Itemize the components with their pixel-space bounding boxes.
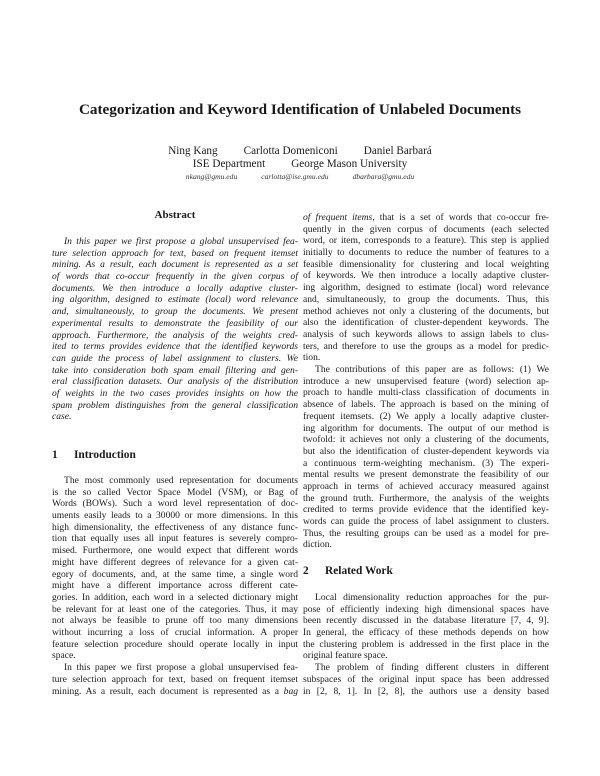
text-line: absence of labels. The approach is based on the mining of [303,399,549,411]
author-email: nkang@gmu.edu [185,172,238,181]
text-line: might have a different importance across different cate- [52,580,298,592]
text-line: mised. Furthermore, one would expect that different words [52,545,298,557]
text-line: The contributions of this paper are as follows: (1) We [315,364,549,376]
author-email: carlotta@ise.gmu.edu [261,172,329,181]
text-line: approach. Furthermore, the analysis of the weights cred- [52,329,298,341]
text-line: Local dimensionality reduction approaches for the pur- [315,592,549,603]
text-line: of keywords. We then introduce a locally adaptive cluster- [303,270,549,282]
text-line: analysis of such keywords allows to assign labels to clus- [303,328,549,340]
text-line: feature selection procedure should operate locally in input [52,638,298,650]
department: ISE Department [192,158,266,170]
text-line [303,212,549,224]
text-line: mining. As a result, each document is represented as a set [52,259,298,271]
text-line: space. [52,650,76,662]
body-paragraph [303,212,549,364]
text-line: take into consideration both spam email filtering and gen- [52,364,298,376]
text-line: but also the identification of cluster-dependent keywords via [303,445,549,457]
text-line: ture selection approach for text, based on frequent itemset [52,673,298,685]
text-line: experimental results to demonstrate the feasibility of our [52,317,298,329]
text-line: also the identification of cluster-dependent keywords. The [303,317,549,329]
text-line: tion that equally uses all input features is severely compro- [52,533,298,545]
text-line: ing algorithm, designed to estimate (local) word relevance [52,294,298,306]
text-line: word, or item, corresponds to a feature). This step is applied [303,235,549,247]
text-line: spam problem distinguishes from the general classification [52,399,298,411]
italic-text: of frequent items, [303,212,375,223]
text-line: documents. We then introduce a locally adaptive cluster- [52,282,298,294]
text-line: can guide the process of label assignment to clusters. We [52,352,298,364]
text-line: The problem of finding different clusters in different [315,662,549,674]
text-line: ture selection approach for text, based on frequent itemset [52,247,298,259]
section-heading-introduction [52,449,136,461]
text-line: diction. [303,539,332,551]
text-line: method achieves not only a clustering of the documents, but [303,305,549,317]
text-line: The most commonly used representation for documents [64,475,298,486]
text-line: eral classification datasets. Our analysis of the distribution [52,376,298,388]
text-line: high dimensionality, the effectiveness of any distance func- [52,521,298,533]
text-line: ited to terms provides evidence that the identified keywords [52,341,298,353]
body-paragraph [303,662,549,697]
text-line: without incurring a loss of crucial information. A proper [52,626,298,638]
italic-text: bag [283,685,298,697]
text-line: initially to documents to reduce the number of features to a [303,247,549,259]
text-line: uments easily leads to a 30000 or more dimensions. In this [52,510,298,522]
text-line: subspaces of the original input space has been addressed [303,673,549,685]
text-line: frequent itemsets. (2) We apply a locally adaptive cluster- [303,410,549,422]
text-line: original feature space. [303,650,388,662]
text-segment: that is a set of words that co-occur fre- [374,212,549,223]
text-line: approach in terms of achieved accuracy measured against [303,480,549,492]
text-line: pose of efficiently indexing high dimensional spaces have [303,603,549,615]
section-title: Introduction [74,449,136,461]
email-list [0,172,600,181]
body-paragraph [52,662,298,697]
text-line: of weights in the two cases provides insights on how the [52,387,298,399]
body-paragraph [52,475,298,662]
text-line: Words (BOWs). Such a word level representation of doc- [52,498,298,510]
text-line: the clustering problem is addressed in the first place in the [303,638,549,650]
text-line: gories. In addition, each word in a selected dictionary might [52,591,298,603]
text-line: In general, the efficacy of these methods depends on how [303,627,549,639]
text-line: introduce a new unsupervised feature (word) selection ap- [303,375,549,387]
text-line: ing algorithm for documents. The output of our method is [303,422,549,434]
text-line: mental results we present demonstrate the feasibility of our [303,469,549,481]
text-line: quently in the given corpus of documents (each selected [303,223,549,235]
section-number: 2 [303,565,309,577]
text-line: in [2, 8, 1]. In [2, 8], the authors use a density based [303,685,549,697]
text-line: and, simultaneously, to group the documents. We present [52,306,298,318]
text-line: be relevant for at least one of the categories. Thus, it may [52,603,298,615]
university: George Mason University [291,158,408,170]
text-line: proach to handle multi-class classification of documents in [303,387,549,399]
author-name: Carlotta Domeniconi [243,145,338,157]
section-title: Related Work [325,565,393,577]
author-name: Ning Kang [168,145,218,157]
affiliation [0,158,600,170]
section-heading-related-work [303,565,393,577]
text-line: of words that co-occur frequently in the given corpus of [52,271,298,283]
abstract-heading: Abstract [154,209,196,221]
author-list [0,145,600,157]
paper-title: Categorization and Keyword Identification of Unlabeled Documents [78,101,522,118]
text-line: a continuous term-weighting mechanism. (3) The experi- [303,457,549,469]
text-line: feasible dimensionality for clustering and local weighting [303,258,549,270]
text-line: credited to terms provide evidence that the identified key- [303,504,549,516]
text-line: not always be feasible to prune off too many dimensions [52,615,298,627]
text-line: Thus, the resulting groups can be used as a model for pre- [303,527,549,539]
text-line: ters, and therefore to use the groups as a model for predic- [303,340,549,352]
body-paragraph [303,592,549,662]
text-line: twofold: it achieves not only a clustering of the documents, [303,434,549,446]
text-line: might have different degrees of relevance for a given cat- [52,556,298,568]
text-line: In this paper we first propose a global unsupervised fea- [64,236,298,247]
text-line: ing algorithm, designed to estimate (local) word relevance [303,282,549,294]
text-line: and, simultaneously, to group the documents. Thus, this [303,293,549,305]
text-line: tion. [303,352,321,364]
body-paragraph [303,364,549,551]
text-line: been recently discussed in the database literature [7, 4, 9]. [303,615,549,627]
abstract-paragraph [52,236,298,423]
text-line: the ground truth. Furthermore, the analysis of the weights [303,492,549,504]
text-line: egory of documents, and, at the same time, a single word [52,568,298,580]
author-email: dbarbara@gmu.edu [352,172,415,181]
author-name: Daniel Barbará [363,145,432,157]
text-line: case. [52,411,72,423]
text-line: words can guide the process of label assignment to clusters. [303,516,549,528]
text-line: In this paper we first propose a global unsupervised fea- [64,662,298,674]
text-line: is the so called Vector Space Model (VSM), or Bag of [52,486,298,498]
text-line [52,686,298,698]
text-segment: mining. As a result, each document is represented as a [52,685,284,697]
section-number: 1 [52,449,58,461]
